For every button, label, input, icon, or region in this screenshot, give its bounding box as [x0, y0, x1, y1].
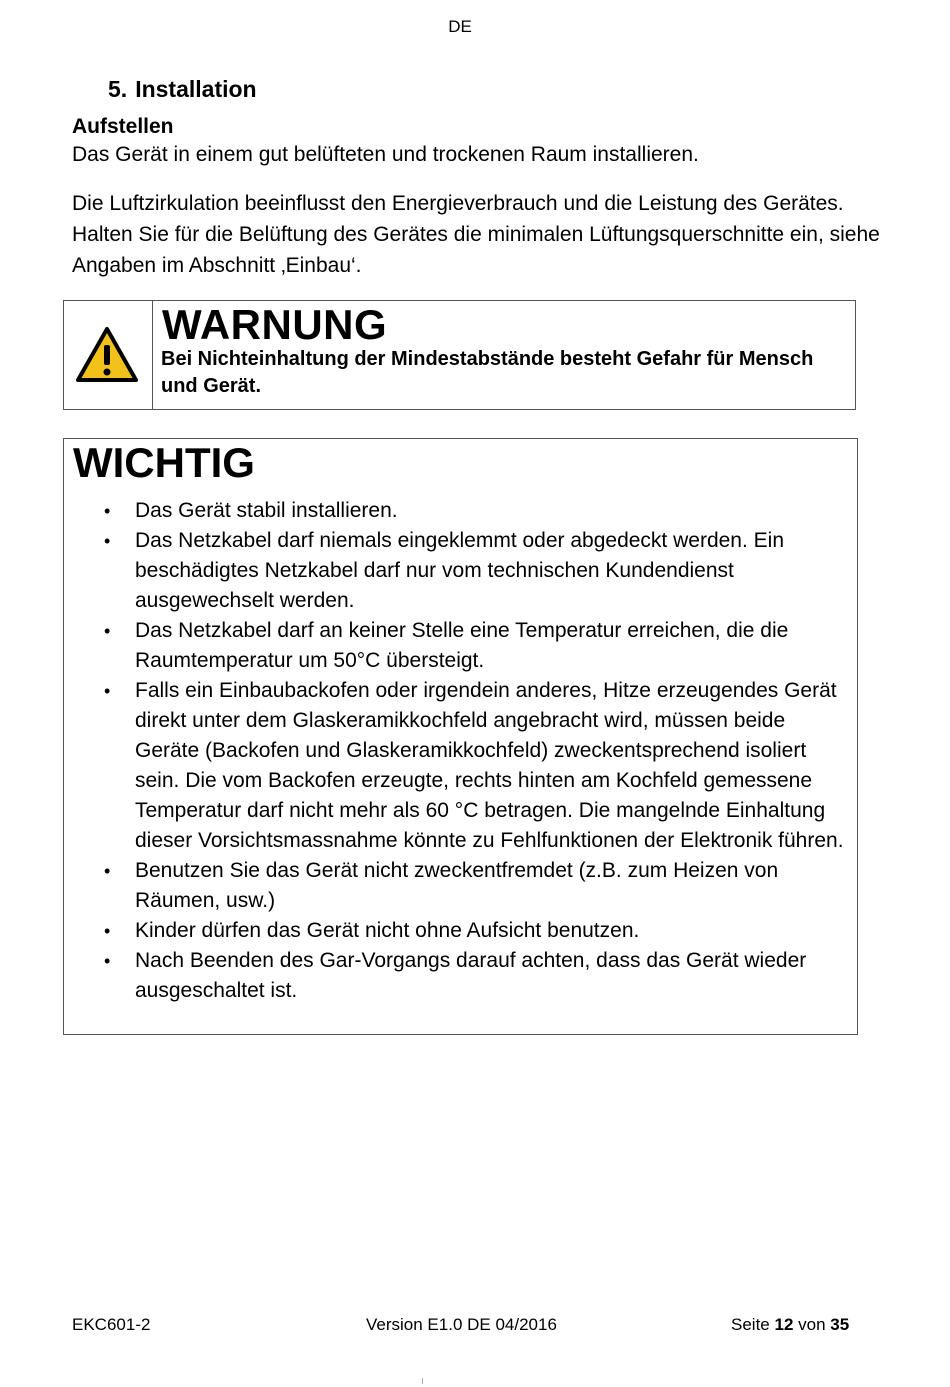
- bullet: •: [104, 531, 111, 551]
- page-total: 35: [830, 1315, 850, 1334]
- important-title: WICHTIG: [73, 439, 255, 486]
- list-item: [64, 496, 854, 526]
- list-item-text: Das Gerät stabil installieren.: [135, 499, 398, 522]
- setup-paragraph-1: Das Gerät in einem gut belüfteten und trockenen Raum installieren.: [72, 143, 699, 166]
- footer-version: Version E1.0 DE 04/2016: [366, 1315, 557, 1334]
- list-item-text: Falls ein Einbaubackofen oder irgendein anderes, Hitze erzeugendes Gerät direkt unter dem Glaskeramikkochfeld angebracht wird, müssen beide Geräte (Backofen und Glaskeramikkochfeld) zweckentsprechend isoliert sein. Die vom Backofen erzeugte, rechts hinten am Kochfeld gemessene Temperatur darf nicht mehr als 60 °C betragen. Die mangelnde Einhaltung dieser Vorsichtsmassnahme könnte zu Fehlfunktionen der Elektronik führen.: [135, 679, 844, 852]
- language-label: DE: [448, 17, 472, 36]
- footer-model: EKC601-2: [72, 1315, 151, 1334]
- list-item: [64, 526, 854, 616]
- list-item-text: Nach Beenden des Gar-Vorgangs darauf achten, dass das Gerät wieder ausgeschaltet ist.: [135, 949, 807, 1002]
- bullet: •: [104, 921, 111, 941]
- list-item: [64, 676, 854, 856]
- important-list: [64, 496, 854, 1006]
- page-prefix: Seite: [731, 1315, 770, 1334]
- warning-text: Bei Nichteinhaltung der Mindestabstände besteht Gefahr für Mensch und Gerät.: [161, 348, 814, 397]
- scan-mark: [422, 1378, 423, 1384]
- list-item-text: Kinder dürfen das Gerät nicht ohne Aufsicht benutzen.: [135, 919, 640, 942]
- warning-title: WARNUNG: [162, 301, 388, 348]
- footer-page-number: [731, 1315, 849, 1335]
- list-item: [64, 946, 854, 1006]
- setup-heading: Aufstellen: [72, 115, 174, 138]
- list-item-text: Das Netzkabel darf niemals eingeklemmt oder abgedeckt werden. Ein beschädigtes Netzkabel darf nur vom technischen Kundendienst ausgewechselt werden.: [135, 529, 785, 612]
- bullet: •: [104, 501, 111, 521]
- warning-icon-cell: [64, 301, 153, 409]
- list-item: [64, 916, 854, 946]
- list-item: [64, 856, 854, 916]
- bullet: •: [104, 951, 111, 971]
- setup-paragraph-2: Die Luftzirkulation beeinflusst den Energieverbrauch und die Leistung des Gerätes. Halten Sie für die Belüftung des Gerätes die minimalen Lüftungsquerschnitte ein, siehe Angaben im Abschnitt ‚Einbau‘.: [72, 192, 880, 277]
- section-number: 5.: [108, 76, 128, 102]
- bullet: •: [104, 861, 111, 881]
- important-box: [63, 438, 858, 1035]
- section-title-text: Installation: [135, 76, 257, 102]
- bullet: •: [104, 621, 111, 641]
- list-item-text: Das Netzkabel darf an keiner Stelle eine Temperatur erreichen, die die Raumtemperatur um 50°C übersteigt.: [135, 619, 789, 672]
- warning-box: [63, 300, 856, 410]
- bullet: •: [104, 681, 111, 701]
- page-current: 12: [774, 1315, 794, 1334]
- warning-triangle-icon: [74, 325, 140, 385]
- page-separator: von: [798, 1315, 826, 1334]
- section-title: [108, 76, 257, 103]
- list-item: [64, 616, 854, 676]
- list-item-text: Benutzen Sie das Gerät nicht zweckentfremdet (z.B. zum Heizen von Räumen, usw.): [135, 859, 779, 912]
